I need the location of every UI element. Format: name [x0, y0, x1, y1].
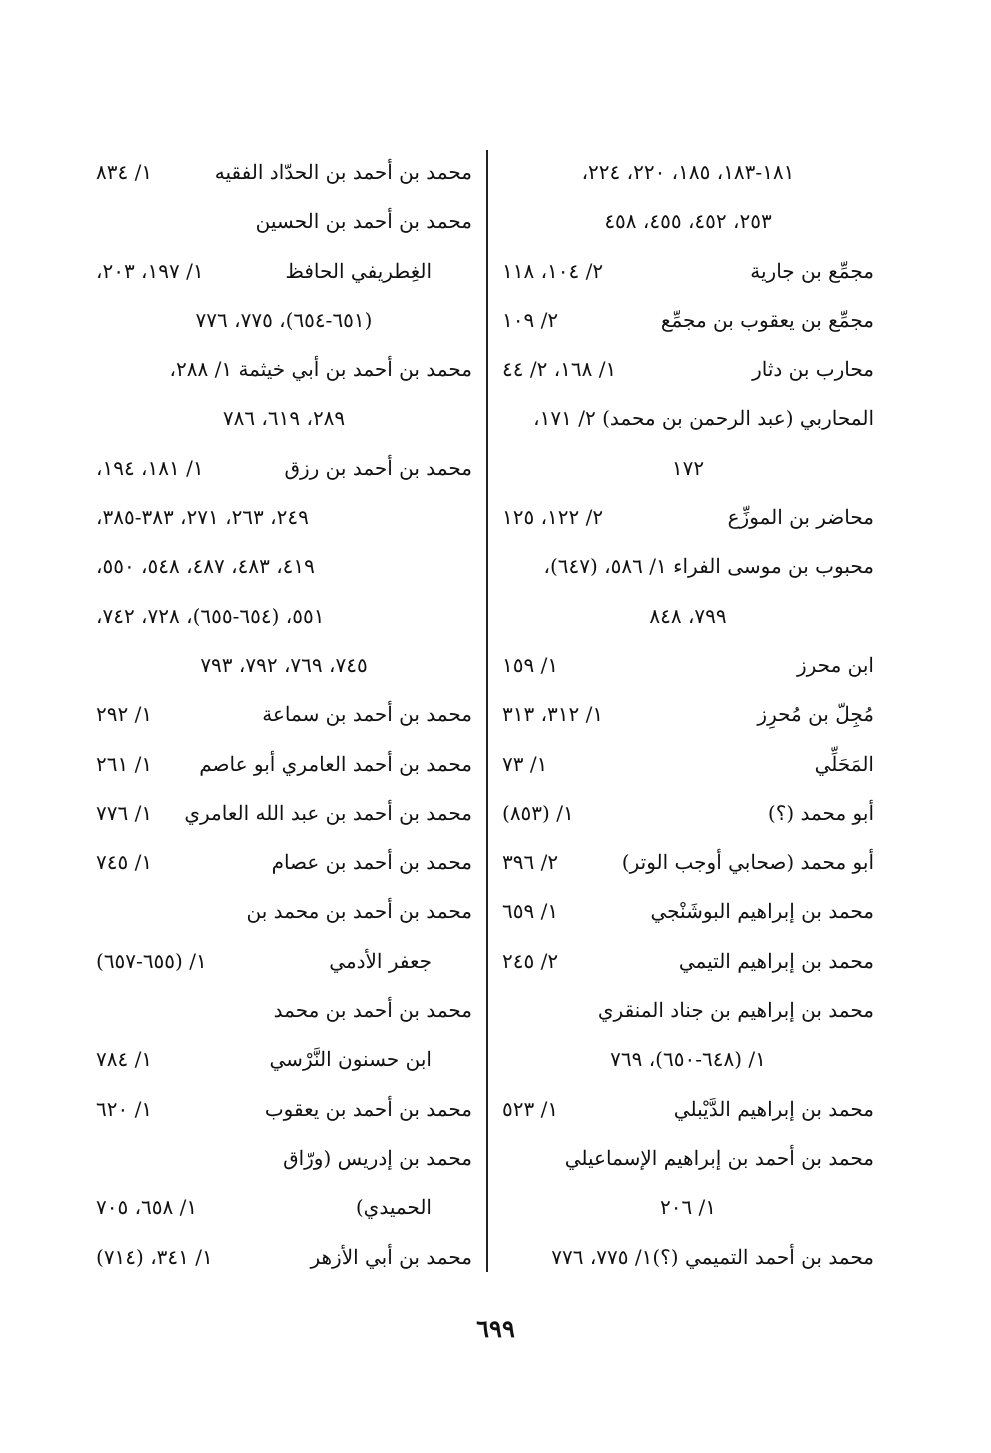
index-entry — [92, 345, 472, 394]
entry-name: محارب بن دثار — [752, 357, 874, 382]
entry-page-reference: ١/ ٥٢٣ — [502, 1096, 559, 1121]
entry-name: جعفر الأدمي — [329, 948, 432, 973]
entry-name: محاضر بن الموزِّع — [727, 505, 874, 530]
entry-page-reference: ٢٥٣، ٤٥٢، ٤٥٥، ٤٥٨ — [604, 209, 772, 234]
index-continuation-line — [498, 592, 874, 641]
index-entry — [498, 740, 874, 789]
index-continuation-line — [498, 197, 874, 246]
entry-page-reference: ١/ ٦٥٩ — [502, 899, 559, 924]
entry-name: محمد بن إبراهيم الدَّيْبلي — [673, 1096, 874, 1121]
index-entry — [92, 1233, 472, 1282]
index-entry — [498, 493, 874, 542]
index-entry — [92, 789, 472, 838]
entry-name: محمد بن أحمد بن سماعة — [262, 702, 472, 727]
index-entry-continuation — [92, 937, 472, 986]
entry-name: محمد بن أحمد بن عصام — [271, 850, 472, 875]
entry-page-reference: ١٨١-١٨٣، ١٨٥، ٢٢٠، ٢٢٤، — [581, 160, 795, 184]
left-index-column — [92, 148, 472, 1282]
entry-page-reference: ٢٨٩، ٦١٩، ٧٨٦ — [222, 406, 346, 431]
entry-page-reference: ٤١٩، ٤٨٣، ٤٨٧، ٥٤٨، ٥٥٠، — [96, 554, 315, 579]
entry-page-reference: ١/ ٨٣٤ — [96, 160, 153, 184]
entry-page-reference: ١/ ١٩٧، ٢٠٣، — [96, 258, 204, 283]
entry-name: محمد بن أحمد التميمي (؟)١/ ٧٧٥، ٧٧٦ — [551, 1244, 874, 1269]
index-continuation-line — [498, 1035, 874, 1084]
entry-page-reference: ٢/ ١٢٢، ١٢٥ — [502, 505, 604, 530]
index-entry — [92, 1134, 472, 1183]
entry-name: أبو محمد (؟) — [767, 800, 874, 825]
index-entry — [498, 1233, 874, 1282]
index-entry-continuation — [92, 1183, 472, 1232]
entry-page-reference: ٢/ ٣٩٦ — [502, 850, 559, 875]
entry-name: المَحَلِّي — [814, 751, 874, 776]
index-entry-continuation — [92, 247, 472, 296]
index-entry — [498, 887, 874, 936]
entry-name: أبو محمد (صحابي أوجب الوتر) — [621, 850, 874, 875]
entry-page-reference: ١/ ٧٧٦ — [96, 800, 153, 825]
entry-page-reference: ١/ ٦٥٨، ٧٠٥ — [96, 1195, 198, 1220]
entry-page-reference: ١/ ٧٨٤ — [96, 1047, 153, 1072]
entry-name: محمد بن أحمد بن محمد بن — [246, 899, 472, 924]
entry-name: محمد بن أحمد بن الحسين — [255, 209, 472, 234]
index-entry — [92, 986, 472, 1035]
right-index-column — [498, 148, 874, 1282]
entry-name: المحاربي (عبد الرحمن بن محمد) ٢/ ١٧١، — [533, 406, 874, 431]
entry-name: محمد بن أحمد بن أبي خيثمة ١/ ٢٨٨، — [169, 357, 472, 382]
index-entry — [498, 247, 874, 296]
entry-name: محمد بن إبراهيم البوشَنْجي — [650, 899, 874, 924]
entry-page-reference: ٢٤٩، ٢٦٣، ٢٧١، ٣٨٣-٣٨٥، — [96, 505, 309, 530]
entry-page-reference: ٢/ ١٠٩ — [502, 307, 559, 332]
entry-name: محمد بن أحمد بن رزق — [284, 455, 472, 480]
index-entry — [92, 1085, 472, 1134]
entry-page-reference: ١٧٢ — [671, 455, 705, 480]
index-entry — [498, 986, 874, 1035]
index-continuation-line — [498, 444, 874, 493]
index-entry — [498, 789, 874, 838]
index-entry — [498, 1134, 874, 1183]
entry-page-reference: ١/ ١٨١، ١٩٤، — [96, 455, 204, 480]
index-continuation-line — [92, 394, 472, 443]
entry-name: محمد بن أحمد بن إبراهيم الإسماعيلي — [564, 1145, 874, 1170]
entry-page-reference: ٥٥١، (٦٥٤-٦٥٥)، ٧٢٨، ٧٤٢، — [96, 603, 325, 628]
entry-name: محمد بن أحمد بن الحدّاد الفقيه — [214, 160, 472, 184]
entry-page-reference: ١/ ١٥٩ — [502, 652, 559, 677]
column-divider — [486, 150, 488, 1272]
entry-name: ابن حسنون النَّرْسي — [269, 1047, 432, 1072]
entry-page-reference: ١/ ٢٩٢ — [96, 702, 153, 727]
entry-page-reference: (٦٥١-٦٥٤)، ٧٧٥، ٧٧٦ — [195, 307, 373, 332]
entry-name: محمد بن أبي الأزهر — [310, 1244, 472, 1269]
index-entry — [498, 937, 874, 986]
entry-name: مجمِّع بن جارية — [750, 258, 874, 283]
entry-name: محمد بن إبراهيم بن جناد المنقري — [597, 998, 874, 1023]
index-entry — [92, 887, 472, 936]
index-entry — [92, 148, 472, 197]
entry-name: محمد بن إدريس (ورّاق — [283, 1145, 472, 1170]
entry-page-reference: ١/ (٦٥٥-٦٥٧) — [96, 948, 207, 973]
entry-page-reference: ١/ ٣٤١، (٧١٤) — [96, 1244, 213, 1269]
index-entry — [498, 296, 874, 345]
entry-page-reference: ١/ ٢٠٦ — [659, 1195, 717, 1220]
entry-name: مُجِلّ بن مُحرِز — [757, 702, 874, 727]
index-entry — [498, 394, 874, 443]
index-continuation-line — [92, 296, 472, 345]
index-entry — [92, 444, 472, 493]
entry-name: محمد بن أحمد بن يعقوب — [264, 1096, 472, 1121]
entry-name: محمد بن إبراهيم التيمي — [678, 948, 874, 973]
entry-page-reference: ٧٩٩، ٨٤٨ — [649, 603, 727, 628]
entry-page-reference: ٢/ ١٠٤، ١١٨ — [502, 258, 604, 283]
entry-name: الحميدي) — [355, 1195, 432, 1220]
entry-page-reference: ١/ ٣١٢، ٣١٣ — [502, 702, 604, 727]
index-entry — [92, 740, 472, 789]
entry-page-reference: ١/ ١٦٨، ٢/ ٤٤ — [502, 357, 617, 382]
entry-name: ابن محرز — [796, 652, 874, 677]
entry-page-reference: ١/ (٦٤٨-٦٥٠)، ٧٦٩ — [610, 1047, 766, 1072]
index-entry — [498, 690, 874, 739]
index-entry — [498, 838, 874, 887]
index-entry — [498, 641, 874, 690]
entry-name: محمد بن أحمد بن محمد — [273, 998, 472, 1023]
entry-page-reference: ١/ ٢٦١ — [96, 751, 153, 776]
entry-page-reference: ٧٤٥، ٧٦٩، ٧٩٢، ٧٩٣ — [200, 652, 368, 677]
entry-name: مجمِّع بن يعقوب بن مجمِّع — [660, 307, 874, 332]
entry-page-reference: ١/ ٧٤٥ — [96, 850, 153, 875]
index-continuation-line — [498, 1183, 874, 1232]
page-number: ٦٩٩ — [476, 1314, 515, 1343]
index-entry — [92, 197, 472, 246]
index-continuation-line — [92, 641, 472, 690]
index-entry — [498, 1085, 874, 1134]
index-entry — [92, 690, 472, 739]
entry-name: محبوب بن موسى الفراء ١/ ٥٨٦، (٦٤٧)، — [543, 554, 874, 579]
entry-page-reference: ١/ ٧٣ — [502, 751, 548, 776]
entry-name: الغِطريفي الحافظ — [285, 258, 432, 283]
entry-name: محمد بن أحمد بن عبد الله العامري — [184, 800, 472, 825]
index-continuation-line — [92, 493, 472, 542]
entry-page-reference: ١/ (٨٥٣) — [502, 800, 574, 825]
entry-name: محمد بن أحمد العامري أبو عاصم — [199, 751, 472, 776]
index-continuation-line — [498, 148, 874, 197]
index-continuation-line — [92, 542, 472, 591]
entry-page-reference: ١/ ٦٢٠ — [96, 1096, 153, 1121]
index-entry — [498, 345, 874, 394]
index-entry-continuation — [92, 1035, 472, 1084]
index-continuation-line — [92, 592, 472, 641]
entry-page-reference: ٢/ ٢٤٥ — [502, 948, 559, 973]
index-entry — [92, 838, 472, 887]
index-entry — [498, 542, 874, 591]
